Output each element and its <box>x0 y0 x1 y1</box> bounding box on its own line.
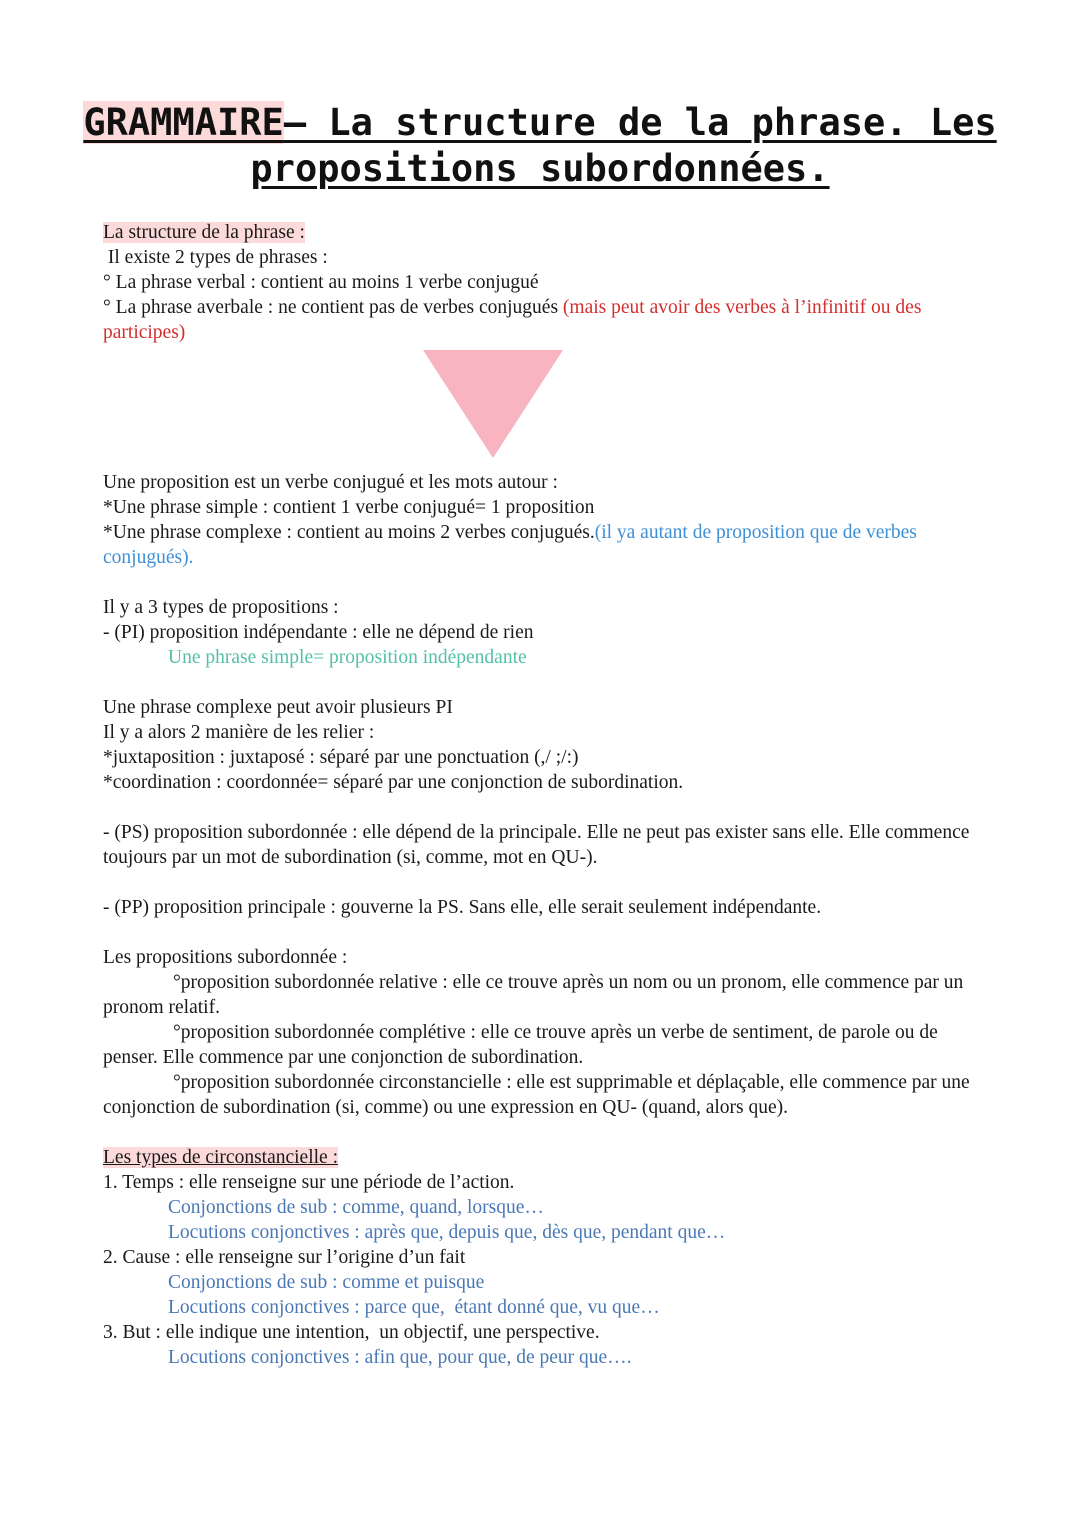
text-paragraph: °proposition subordonnée complétive : elle ce trouve après un verbe de sentiment, de parole ou de penser. Elle commence par une conjonction de subordination. <box>103 1022 943 1068</box>
note-blue: (il ya autant de proposition que de verbes conjugués). <box>103 522 922 568</box>
text-line: *coordination : coordonnée= séparé par une conjonction de subordination. <box>103 772 684 793</box>
text-line: *juxtaposition : juxtaposé : séparé par une ponctuation (,/ ;/:) <box>103 747 579 768</box>
text-line: Il existe 2 types de phrases : <box>103 247 328 268</box>
text-paragraph: °proposition subordonnée circonstancielle : elle est supprimable et déplaçable, elle commence par une conjonction de subordination (si, comme) ou une expression en QU- (quand, alors que). <box>103 1072 975 1118</box>
text-paragraph: - (PP) proposition principale : gouverne la PS. Sans elle, elle serait seulement indépendante. <box>103 897 822 918</box>
text-span: ° La phrase averbale : ne contient pas de verbes conjugués <box>103 297 563 318</box>
section-heading-circonstancielle: Les types de circonstancielle : <box>103 1147 338 1168</box>
text-span: *Une phrase complexe : contient au moins 2 verbes conjugués. <box>103 522 595 543</box>
text-line: *Une phrase simple : contient 1 verbe conjugué= 1 proposition <box>103 497 595 518</box>
text-paragraph: °proposition subordonnée relative : elle ce trouve après un nom ou un pronom, elle commence par un pronom relatif. <box>103 972 969 1018</box>
example-line: Conjonctions de sub : comme et puisque <box>168 1272 485 1293</box>
list-item: 1. Temps : elle renseigne sur une période de l’action. <box>103 1172 515 1193</box>
section-heading-structure: La structure de la phrase : <box>103 222 305 243</box>
title-highlight: GRAMMAIRE <box>83 101 284 144</box>
text-paragraph: - (PS) proposition subordonnée : elle dépend de la principale. Elle ne peut pas exister sans elle. Elle commence toujours par un mot de subordination (si, comme, mot en QU-). <box>103 822 975 868</box>
example-line: Locutions conjonctives : afin que, pour que, de peur que…. <box>168 1347 632 1368</box>
text-line: Une phrase complexe peut avoir plusieurs PI <box>103 697 453 718</box>
arrow-container <box>103 345 983 470</box>
page-title <box>60 100 1020 192</box>
example-line: Conjonctions de sub : comme, quand, lorsque… <box>168 1197 544 1218</box>
text-line <box>103 295 983 345</box>
text-line: ° La phrase verbal : contient au moins 1 verbe conjugué <box>103 272 539 293</box>
text-line <box>103 520 983 570</box>
text-line: Il y a alors 2 manière de les relier : <box>103 722 375 743</box>
example-line: Locutions conjonctives : parce que, étant donné que, vu que… <box>168 1297 660 1318</box>
text-line: - (PI) proposition indépendante : elle ne dépend de rien <box>103 622 534 643</box>
text-line: Une proposition est un verbe conjugué et les mots autour : <box>103 472 558 493</box>
list-item: 2. Cause : elle renseigne sur l’origine d’un fait <box>103 1247 466 1268</box>
note-red: (mais peut avoir des verbes à l’infinitif ou des participes) <box>103 297 927 343</box>
section-heading-subordonnees: Les propositions subordonnée : <box>103 947 348 968</box>
note-teal: Une phrase simple= proposition indépendante <box>168 647 527 668</box>
example-line: Locutions conjonctives : après que, depuis que, dès que, pendant que… <box>168 1222 726 1243</box>
list-item: 3. But : elle indique une intention, un objectif, une perspective. <box>103 1322 600 1343</box>
document-body <box>103 220 983 1370</box>
title-rest: – La structure de la phrase. Les propositions subordonnées. <box>250 101 997 190</box>
down-triangle-icon <box>423 350 563 458</box>
text-line: Il y a 3 types de propositions : <box>103 597 339 618</box>
